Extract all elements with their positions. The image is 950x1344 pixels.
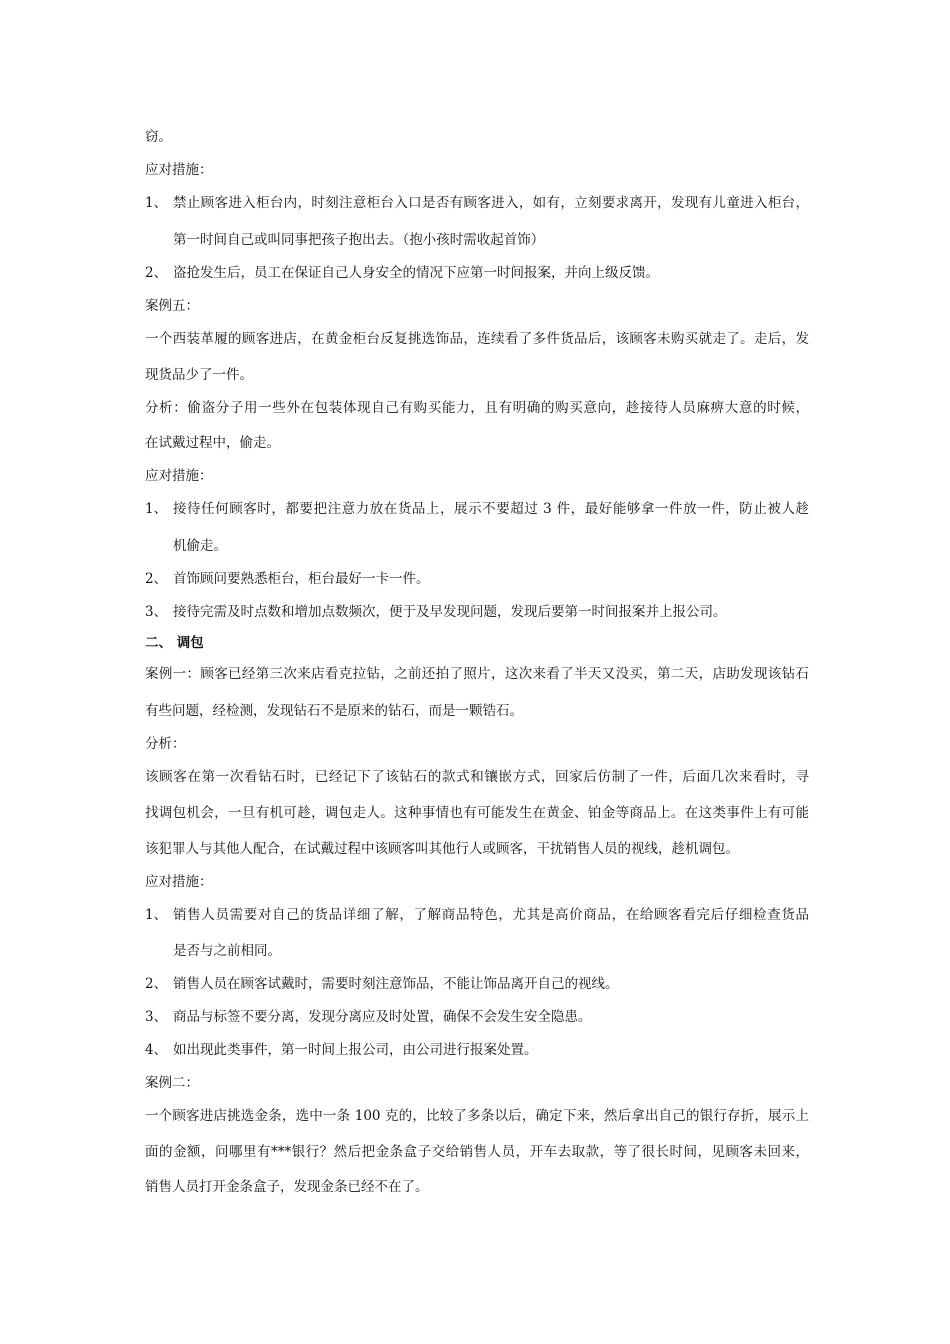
paragraph-line: 现货品少了一件。 xyxy=(145,367,253,383)
item-continuation: 是否与之前相同。 xyxy=(173,943,281,959)
item-number: 1、 xyxy=(145,195,168,211)
item-number: 3、 xyxy=(145,1009,168,1025)
item-text: 接待任何顾客时，都要把注意力放在货品上，展示不要超过 3 件，最好能够拿一件放一件，防止被人趁 xyxy=(173,501,809,517)
paragraph-line: 在试戴过程中，偷走。 xyxy=(145,435,280,451)
paragraph-line: 找调包机会，一旦有机可趁，调包走人。这种事情也有可能发生在黄金、铂金等商品上。在这类事件上有可能 xyxy=(145,805,809,821)
item-text: 首饰顾问要熟悉柜台，柜台最好一卡一件。 xyxy=(173,571,430,587)
numbered-item xyxy=(145,603,809,621)
paragraph-line: 面的金额，问哪里有***银行？然后把金条盒子交给销售人员，开车去取款，等了很长时间，见顾客未回来， xyxy=(145,1144,809,1160)
numbered-item xyxy=(145,570,809,588)
numbered-item xyxy=(145,194,809,212)
paragraph-line: 一个西装革履的顾客进店，在黄金柜台反复挑选饰品，连续看了多件货品后，该顾客未购买就走了。走后，发 xyxy=(145,331,809,347)
item-number: 3、 xyxy=(145,604,168,620)
numbered-item xyxy=(145,975,809,993)
item-text: 接待完需及时点数和增加点数频次，便于及早发现问题，发现后要第一时间报案并上报公司。 xyxy=(173,604,727,620)
paragraph-line: 该犯罪人与其他人配合，在试戴过程中该顾客叫其他行人或顾客，干扰销售人员的视线，趁机调包。 xyxy=(145,841,739,857)
numbered-item xyxy=(145,906,809,924)
numbered-item xyxy=(145,1008,809,1026)
item-number: 2、 xyxy=(145,265,168,281)
item-text: 销售人员在顾客试戴时，需要时刻注意饰品，不能让饰品离开自己的视线。 xyxy=(173,976,619,992)
paragraph-line: 该顾客在第一次看钻石时，已经记下了该钻石的款式和镶嵌方式，回家后仿制了一件，后面几次来看时，寻 xyxy=(145,769,809,785)
item-number: 1、 xyxy=(145,501,168,517)
analysis-label: 分析： xyxy=(145,736,186,752)
paragraph-line: 案例一：顾客已经第三次来店看克拉钻，之前还拍了照片，这次来看了半天又没买，第二天，店助发现该钻石 xyxy=(145,666,809,682)
item-text: 盗抢发生后，员工在保证自己人身安全的情况下应第一时间报案，并向上级反馈。 xyxy=(173,265,659,281)
item-number: 2、 xyxy=(145,571,168,587)
item-continuation: 第一时间自己或叫同事把孩子抱出去。（抱小孩时需收起首饰） xyxy=(173,232,545,248)
paragraph-line: 销售人员打开金条盒子，发现金条已经不在了。 xyxy=(145,1179,429,1195)
section-label-countermeasures: 应对措施： xyxy=(145,162,213,178)
item-continuation: 机偷走。 xyxy=(173,538,227,554)
case-heading: 案例二： xyxy=(145,1075,199,1091)
paragraph-line: 有些问题，经检测，发现钻石不是原来的钻石，而是一颗锆石。 xyxy=(145,703,523,719)
paragraph-line: 分析：偷盗分子用一些外在包装体现自己有购买能力，且有明确的购买意向，趁接待人员麻痹大意的时候， xyxy=(145,400,809,416)
item-number: 4、 xyxy=(145,1042,168,1058)
numbered-item xyxy=(145,264,809,282)
paragraph-line: 一个顾客进店挑选金条，选中一条 100 克的，比较了多条以后，确定下来，然后拿出自己的银行存折，展示上 xyxy=(145,1108,809,1124)
numbered-item xyxy=(145,1041,809,1059)
section-heading: 二、 调包 xyxy=(145,635,204,651)
case-heading: 案例五： xyxy=(145,298,199,314)
item-number: 1、 xyxy=(145,907,168,923)
paragraph-line: 窃。 xyxy=(145,129,172,145)
section-label-countermeasures: 应对措施： xyxy=(145,468,213,484)
item-text: 如出现此类事件，第一时间上报公司，由公司进行报案处置。 xyxy=(173,1042,538,1058)
item-number: 2、 xyxy=(145,976,168,992)
item-text: 商品与标签不要分离，发现分离应及时处置，确保不会发生安全隐患。 xyxy=(173,1009,592,1025)
item-text: 禁止顾客进入柜台内，时刻注意柜台入口是否有顾客进入，如有，立刻要求离开，发现有儿童进入柜台， xyxy=(173,195,809,211)
item-text: 销售人员需要对自己的货品详细了解，了解商品特色，尤其是高价商品，在给顾客看完后仔细检查货品 xyxy=(173,907,809,923)
numbered-item xyxy=(145,500,809,518)
section-label-countermeasures: 应对措施： xyxy=(145,874,213,890)
